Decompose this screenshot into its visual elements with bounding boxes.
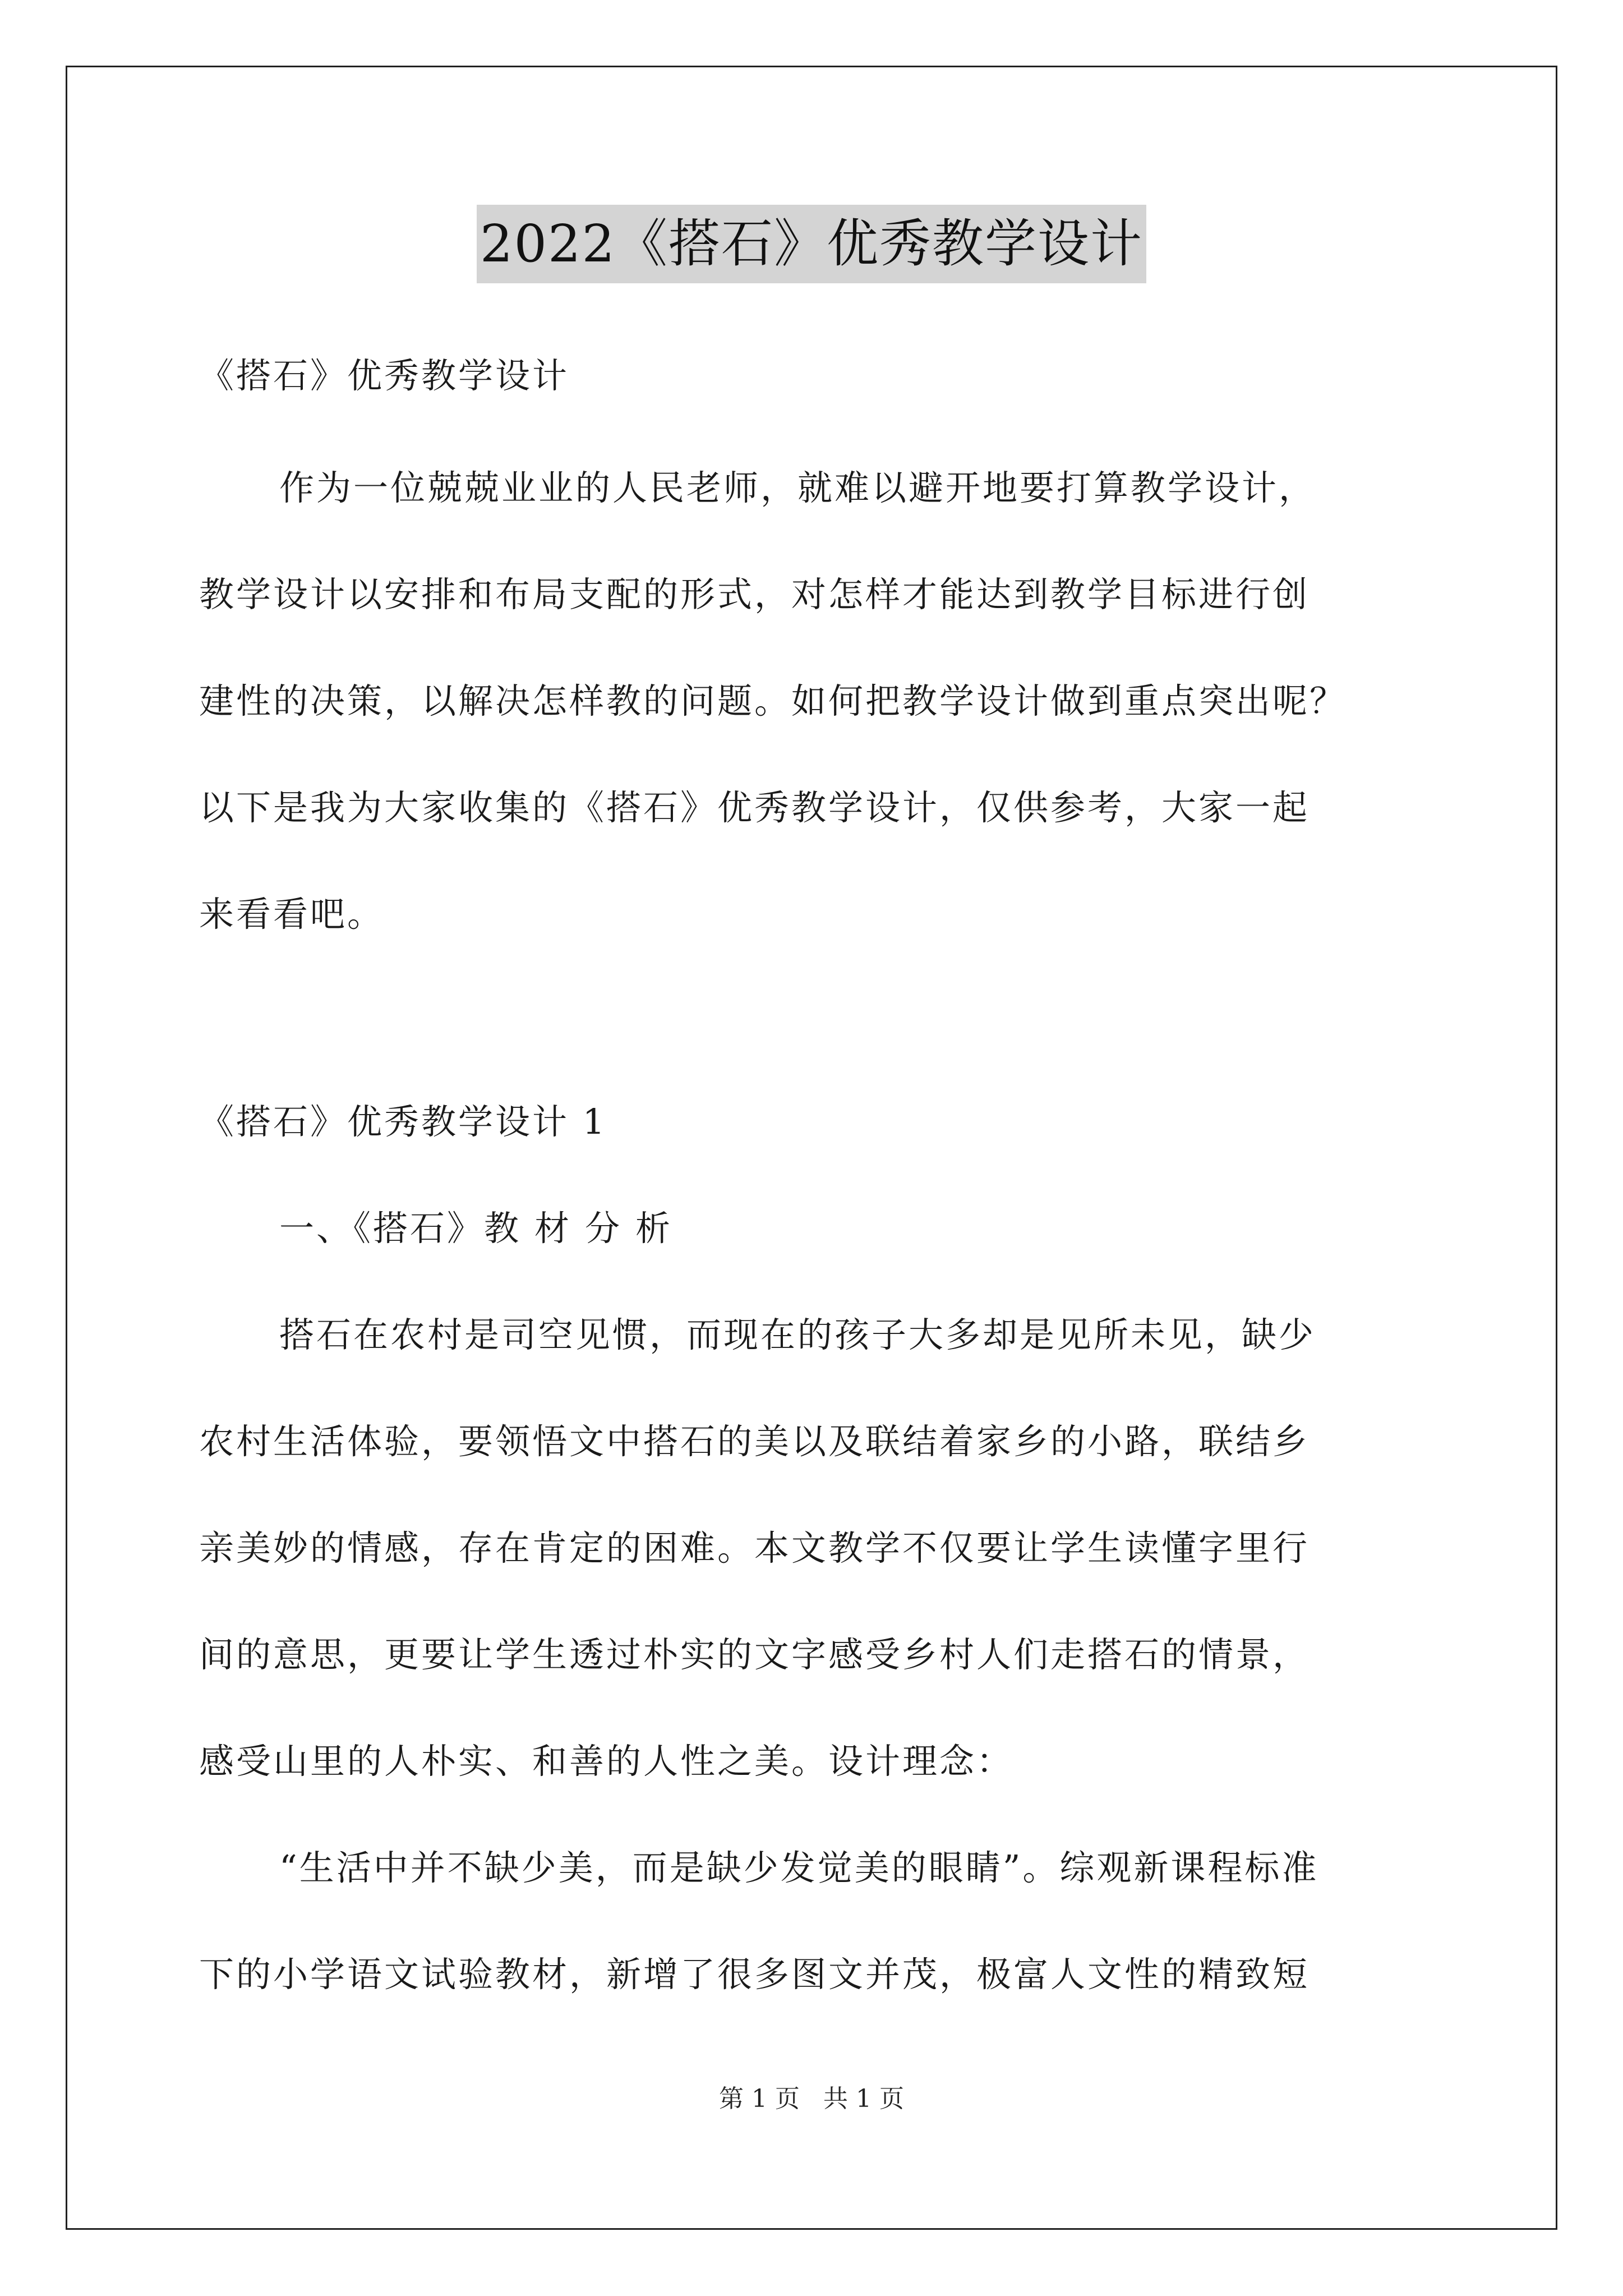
intro-line-4: 以下是我为大家收集的《搭石》优秀教学设计，仅供参考，大家一起: [199, 787, 1310, 828]
intro-line-5: 来看看吧。: [199, 894, 385, 935]
title-container: [0, 205, 1623, 283]
subsection-title: 教材分析: [484, 1208, 686, 1249]
body-line-5: 感受山里的人朴实、和善的人性之美。设计理念：: [199, 1741, 1014, 1782]
document-title: 2022《搭石》优秀教学设计: [477, 205, 1146, 283]
intro-line-3: 建性的决策，以解决怎样教的问题。如何把教学设计做到重点突出呢？: [199, 680, 1347, 721]
body-line-2: 农村生活体验，要领悟文中搭石的美以及联结着家乡的小路，联结乡: [199, 1421, 1310, 1462]
body-line-1: 搭石在农村是司空见惯，而现在的孩子大多却是见所未见，缺少: [279, 1314, 1316, 1355]
intro-line-2: 教学设计以安排和布局支配的形式，对怎样才能达到教学目标进行创: [199, 574, 1310, 615]
body-line-4: 间的意思，更要让学生透过朴实的文字感受乡村人们走搭石的情景，: [199, 1634, 1310, 1675]
subsection-prefix: 一、《搭石》: [279, 1208, 485, 1249]
page-total: 共 1 页: [823, 2085, 904, 2113]
page-footer: [0, 2082, 1623, 2116]
page-number: 第 1 页: [719, 2085, 800, 2113]
section-heading: 《搭石》优秀教学设计 1: [199, 1101, 607, 1142]
document-subtitle: 《搭石》优秀教学设计: [199, 355, 570, 396]
body-line-6: “生活中并不缺少美，而是缺少发觉美的眼睛”。综观新课程标准: [279, 1847, 1319, 1888]
intro-line-1: 作为一位兢兢业业的人民老师，就难以避开地要打算教学设计，: [279, 467, 1316, 508]
subsection-heading: [279, 1206, 686, 1251]
body-line-7: 下的小学语文试验教材，新增了很多图文并茂，极富人文性的精致短: [199, 1954, 1310, 1995]
body-line-3: 亲美妙的情感，存在肯定的困难。本文教学不仅要让学生读懂字里行: [199, 1527, 1310, 1568]
